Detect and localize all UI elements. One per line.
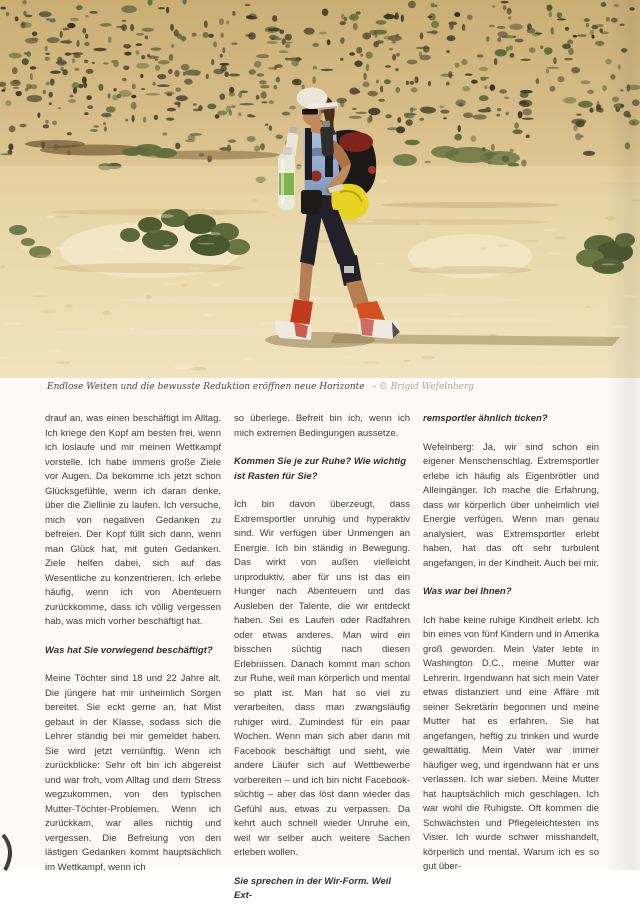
photo-caption: Endlose Weiten und die bewusste Reduktion eröffnen neue Horizonte — [47, 382, 365, 392]
text-column-1 — [45, 412, 221, 873]
vest-strap-left — [305, 128, 312, 180]
backpack-tag — [368, 166, 376, 174]
grass-tuft-mid — [393, 154, 417, 166]
article-columns — [45, 412, 599, 901]
scan-corner-mark — [0, 830, 20, 870]
body-paragraph: Ich bin davon überzeugt, dass Extremsportler unruhig und hyperaktiv sind. Wir verfügen über Unmengen an Energie. Ich bin ständig in Bewegung. Das wirkt von außen vielleicht unproduktiv, aber für uns ist das ein Hunger nach Abenteuern und das Ausleben der Talente, die wir entdeckt haben. Sei es Laufen oder Radfahren oder etwas anderes. Man wird ein bisschen süchtig nach diesen Erlebnissen. Danach kommt man schon zur Ruhe, weil man körperlich und mental so platt ist. Man hat so viel zu verarbeiten, dass man zwangsläufig ruhiger wird. Zumindest für ein paar Wochen. Wenn man sich aber dann mit Facebook beschäftigt und sieht, wie andere Läufer sich auf Wettbewerbe vorbereiten – und ich bin nicht Facebook-süchtig – aber das löst dann wieder das Gefühl aus, etwas zu verpassen. Da kehrt auch schnell wieder Unruhe ein, weil wir selber auch weitere Sachen erleben wollen. — [234, 499, 410, 858]
interview-question: Sie sprechen in der Wir-Form. Weil Ext- — [234, 875, 392, 901]
body-paragraph: Wefelnberg: Ja, wir sind schon ein eigener Menschenschlag. Extremsportler erlebe ich häufig als Eigenbrötler und Alleingänger. Ich mache die Erfahrung, dass wir körperlich über unheimlich viel Energie verfügen. Wenn man genau analysiert, was Extremsportler erlebt haben, hat das oft sehr turbulent angefangen, in der Kindheit. Auch bei mir. — [423, 441, 599, 569]
text-column-3 — [423, 412, 599, 870]
body-paragraph: so überlege. Befreit bin ich, wenn ich mich extremen Bedingungen aussetze. — [234, 413, 410, 439]
tights-logo-patch — [344, 266, 354, 273]
text-column-2 — [234, 412, 410, 901]
water-bottle — [278, 147, 295, 210]
desert-runner-photo — [0, 0, 640, 378]
photo-caption-row — [47, 381, 592, 393]
interview-question: Was war bei Ihnen? — [423, 586, 512, 597]
body-paragraph: drauf an, was einen beschäftigt im Alltag. Ich kriege den Kopf am besten frei, wenn ich loslaufe und mir meinen Wettkampf vorstelle. Ich habe immens große Ziele vor Augen. Da bekomme ich jetzt schon Glücksgefühle, wenn ich daran denke, über die Ziellinie zu laufen. Ich versuche, mich von negativen Gedanken zu befreien. Der Kopf füllt sich dann, wenn man Glück hat, mit guten Gedanken. Ziele helfen dabei, sich auf das Wesentliche zu konzentrieren. Ich erlebe häufig, wenn ich von Abenteuern zurückkomme, dass ich völlig vergessen hab, was mich vorher beschäftigt hat. — [45, 413, 221, 627]
body-paragraph: Meine Töchter sind 18 und 22 Jahre alt. Die jüngere hat mir unheimlich Sorgen bereitet. Sie eckt gerne an, hat Mist gebaut in der Klasse, sodass sich die Lehrer ständig bei mir gemeldet haben. Sie wird jetzt vernünftig. Wenn ich zurückblicke: Sehr oft bin ich abgereist und war froh, vom Alltag und dem Stress wegzukommen, von den typischen Mutter-Töchter-Problemen. Wenn ich zurückkam, war alles nichtig und vergessen. Die Befreiung von den lästigen Gedanken kommt hauptsächlich im Wettkampf, wenn ich — [45, 673, 221, 873]
waist-pouch — [301, 190, 322, 214]
photo-credit: – © Brigid Wefelnberg — [371, 382, 475, 392]
sunglasses — [302, 109, 318, 115]
backpack-roll — [339, 132, 373, 152]
interview-question: Was hat Sie vorwiegend beschäftigt? — [45, 644, 213, 656]
interview-question: Kommen Sie je zur Ruhe? Wie wichtig ist Rasten für Sie? — [234, 456, 406, 482]
tank-logo — [311, 171, 322, 182]
interview-question: remsportler ähnlich ticken? — [423, 413, 548, 424]
body-paragraph: Ich habe keine ruhige Kindheit erlebt. Ich bin eines von fünf Kindern und in Amerika groß geworden. Mein Vater lebte in Washington D.C., meine Mutter war Lehrerin. Irgendwann hat sich mein Vater etwas distanziert und eine Affäre mit seiner Sekretärin begonnen und meine Mutter hat es erfahren. Sie hat angefangen, heftig zu trinken und wurde gewalttätig. Mein Vater war immer häufiger weg, und irgendwann hat er uns verlassen. Ich war sieben. Meine Mutter hat hauptsächlich mich geschlagen. Ich war wohl die Ruhigste. Oft kommen die Schwächsten und Pflegeleichtesten ins Visier. Ich wurde schwer misshandelt, körperlich und mental. Warum ich es so gut über- — [423, 614, 599, 872]
front-shoe-accent — [360, 318, 374, 336]
